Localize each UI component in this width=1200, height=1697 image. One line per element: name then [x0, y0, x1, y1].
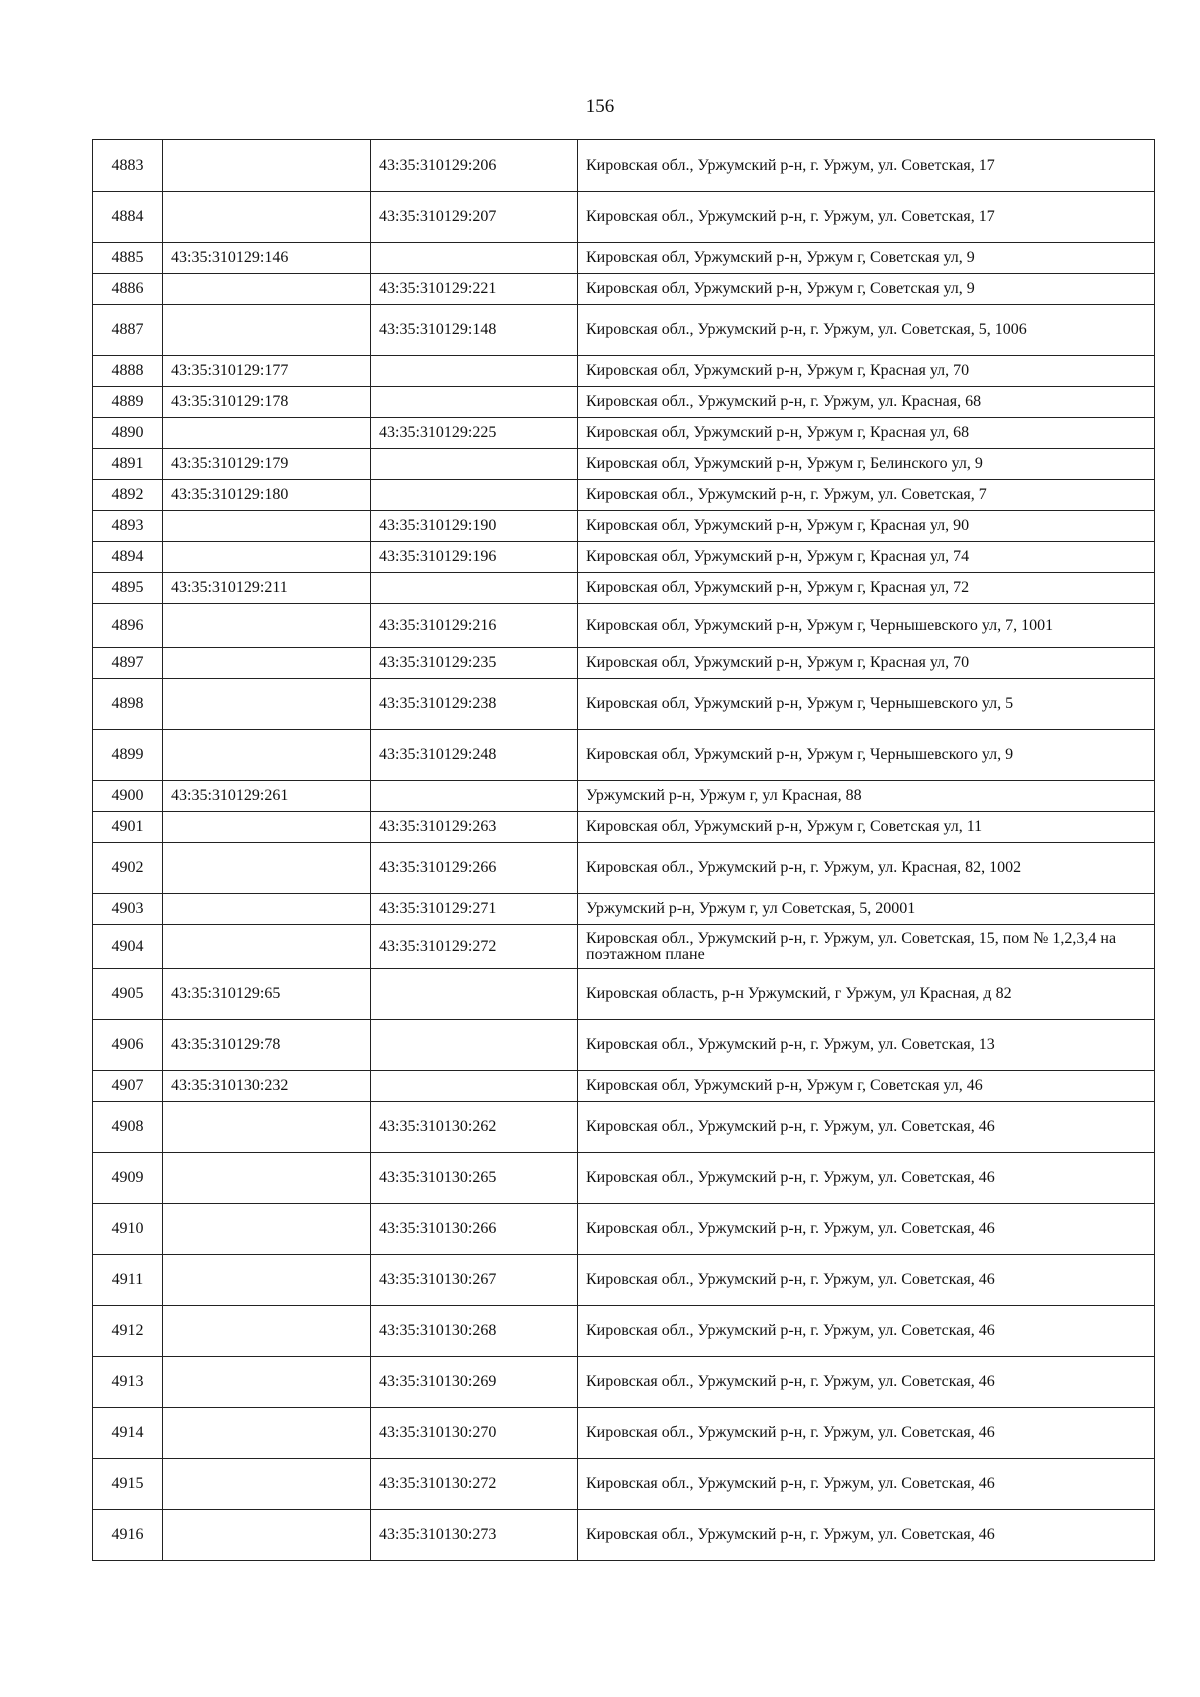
cadastral-number-b-cell: 43:35:310129:238	[371, 679, 578, 730]
address-cell: Кировская обл, Уржумский р-н, Уржум г, Красная ул, 70	[578, 356, 1155, 387]
cadastral-number-a-cell	[163, 140, 371, 192]
row-number-cell: 4914	[93, 1408, 163, 1459]
table-row	[93, 812, 1155, 843]
cadastral-number-b-cell: 43:35:310130:272	[371, 1459, 578, 1510]
property-registry-table	[92, 139, 1155, 1561]
registry-table-body	[93, 140, 1155, 1561]
cadastral-number-a-cell: 43:35:310130:232	[163, 1071, 371, 1102]
cadastral-number-b-cell: 43:35:310129:266	[371, 843, 578, 894]
cadastral-number-b-cell	[371, 387, 578, 418]
table-row	[93, 573, 1155, 604]
cadastral-number-a-cell	[163, 925, 371, 969]
cadastral-number-b-cell: 43:35:310129:190	[371, 511, 578, 542]
row-number-cell: 4898	[93, 679, 163, 730]
cadastral-number-a-cell	[163, 1204, 371, 1255]
cadastral-number-b-cell: 43:35:310130:270	[371, 1408, 578, 1459]
table-row	[93, 192, 1155, 243]
table-row	[93, 449, 1155, 480]
cadastral-number-b-cell: 43:35:310129:271	[371, 894, 578, 925]
address-cell: Уржумский р-н, Уржум г, ул Советская, 5, 20001	[578, 894, 1155, 925]
cadastral-number-b-cell: 43:35:310129:221	[371, 274, 578, 305]
cadastral-number-b-cell: 43:35:310129:206	[371, 140, 578, 192]
page-number: 156	[585, 96, 615, 117]
address-cell: Кировская обл, Уржумский р-н, Уржум г, Красная ул, 74	[578, 542, 1155, 573]
table-row	[93, 140, 1155, 192]
address-cell: Кировская обл., Уржумский р-н, г. Уржум, ул. Советская, 46	[578, 1204, 1155, 1255]
cadastral-number-a-cell: 43:35:310129:146	[163, 243, 371, 274]
table-row	[93, 542, 1155, 573]
table-row	[93, 1204, 1155, 1255]
table-row	[93, 1459, 1155, 1510]
cadastral-number-b-cell: 43:35:310129:272	[371, 925, 578, 969]
cadastral-number-a-cell: 43:35:310129:177	[163, 356, 371, 387]
address-cell: Кировская обл, Уржумский р-н, Уржум г, Красная ул, 72	[578, 573, 1155, 604]
row-number-cell: 4885	[93, 243, 163, 274]
address-cell: Кировская обл., Уржумский р-н, г. Уржум, ул. Советская, 46	[578, 1408, 1155, 1459]
cadastral-number-b-cell	[371, 781, 578, 812]
cadastral-number-b-cell: 43:35:310129:225	[371, 418, 578, 449]
cadastral-number-b-cell	[371, 449, 578, 480]
table-row	[93, 387, 1155, 418]
table-row	[93, 604, 1155, 648]
cadastral-number-b-cell: 43:35:310130:267	[371, 1255, 578, 1306]
address-cell: Кировская обл., Уржумский р-н, г. Уржум, ул. Советская, 46	[578, 1153, 1155, 1204]
cadastral-number-a-cell	[163, 1357, 371, 1408]
cadastral-number-b-cell: 43:35:310130:269	[371, 1357, 578, 1408]
table-row	[93, 1510, 1155, 1561]
row-number-cell: 4897	[93, 648, 163, 679]
cadastral-number-b-cell	[371, 1071, 578, 1102]
row-number-cell: 4903	[93, 894, 163, 925]
row-number-cell: 4899	[93, 730, 163, 781]
address-cell: Кировская обл, Уржумский р-н, Уржум г, Красная ул, 70	[578, 648, 1155, 679]
cadastral-number-b-cell: 43:35:310129:148	[371, 305, 578, 356]
cadastral-number-a-cell	[163, 604, 371, 648]
row-number-cell: 4900	[93, 781, 163, 812]
cadastral-number-b-cell: 43:35:310129:263	[371, 812, 578, 843]
cadastral-number-b-cell: 43:35:310129:235	[371, 648, 578, 679]
row-number-cell: 4883	[93, 140, 163, 192]
row-number-cell: 4909	[93, 1153, 163, 1204]
cadastral-number-a-cell	[163, 648, 371, 679]
address-cell: Кировская обл, Уржумский р-н, Уржум г, Советская ул, 46	[578, 1071, 1155, 1102]
address-cell: Кировская обл., Уржумский р-н, г. Уржум, ул. Советская, 46	[578, 1357, 1155, 1408]
row-number-cell: 4884	[93, 192, 163, 243]
cadastral-number-a-cell	[163, 511, 371, 542]
row-number-cell: 4895	[93, 573, 163, 604]
table-row	[93, 1102, 1155, 1153]
table-row	[93, 511, 1155, 542]
cadastral-number-b-cell: 43:35:310130:266	[371, 1204, 578, 1255]
table-row	[93, 305, 1155, 356]
cadastral-number-b-cell: 43:35:310129:248	[371, 730, 578, 781]
cadastral-number-a-cell	[163, 1459, 371, 1510]
row-number-cell: 4894	[93, 542, 163, 573]
address-cell: Кировская обл., Уржумский р-н, г. Уржум, ул. Советская, 15, пом № 1,2,3,4 на поэтажном плане	[578, 925, 1155, 969]
row-number-cell: 4916	[93, 1510, 163, 1561]
cadastral-number-b-cell: 43:35:310130:265	[371, 1153, 578, 1204]
cadastral-number-a-cell	[163, 812, 371, 843]
address-cell: Кировская обл., Уржумский р-н, г. Уржум, ул. Советская, 17	[578, 192, 1155, 243]
cadastral-number-a-cell: 43:35:310129:65	[163, 969, 371, 1020]
address-cell: Уржумский р-н, Уржум г, ул Красная, 88	[578, 781, 1155, 812]
row-number-cell: 4910	[93, 1204, 163, 1255]
row-number-cell: 4893	[93, 511, 163, 542]
cadastral-number-a-cell	[163, 274, 371, 305]
table-row	[93, 356, 1155, 387]
cadastral-number-b-cell: 43:35:310130:268	[371, 1306, 578, 1357]
table-row	[93, 243, 1155, 274]
cadastral-number-a-cell	[163, 894, 371, 925]
cadastral-number-a-cell: 43:35:310129:180	[163, 480, 371, 511]
row-number-cell: 4901	[93, 812, 163, 843]
cadastral-number-b-cell	[371, 243, 578, 274]
address-cell: Кировская область, р-н Уржумский, г Уржум, ул Красная, д 82	[578, 969, 1155, 1020]
cadastral-number-a-cell: 43:35:310129:179	[163, 449, 371, 480]
address-cell: Кировская обл, Уржумский р-н, Уржум г, Чернышевского ул, 7, 1001	[578, 604, 1155, 648]
cadastral-number-a-cell	[163, 1255, 371, 1306]
cadastral-number-b-cell	[371, 573, 578, 604]
address-cell: Кировская обл., Уржумский р-н, г. Уржум, ул. Красная, 68	[578, 387, 1155, 418]
address-cell: Кировская обл., Уржумский р-н, г. Уржум, ул. Советская, 46	[578, 1510, 1155, 1561]
table-row	[93, 1408, 1155, 1459]
cadastral-number-a-cell	[163, 1153, 371, 1204]
address-cell: Кировская обл., Уржумский р-н, г. Уржум, ул. Советская, 46	[578, 1255, 1155, 1306]
cadastral-number-b-cell	[371, 1020, 578, 1071]
cadastral-number-b-cell: 43:35:310130:262	[371, 1102, 578, 1153]
cadastral-number-b-cell: 43:35:310130:273	[371, 1510, 578, 1561]
table-row	[93, 679, 1155, 730]
cadastral-number-a-cell: 43:35:310129:78	[163, 1020, 371, 1071]
address-cell: Кировская обл, Уржумский р-н, Уржум г, Советская ул, 11	[578, 812, 1155, 843]
table-row	[93, 894, 1155, 925]
cadastral-number-b-cell: 43:35:310129:207	[371, 192, 578, 243]
row-number-cell: 4915	[93, 1459, 163, 1510]
address-cell: Кировская обл, Уржумский р-н, Уржум г, Чернышевского ул, 5	[578, 679, 1155, 730]
table-row	[93, 274, 1155, 305]
cadastral-number-a-cell	[163, 1408, 371, 1459]
cadastral-number-b-cell: 43:35:310129:216	[371, 604, 578, 648]
table-row	[93, 925, 1155, 969]
address-cell: Кировская обл., Уржумский р-н, г. Уржум, ул. Советская, 5, 1006	[578, 305, 1155, 356]
cadastral-number-a-cell: 43:35:310129:178	[163, 387, 371, 418]
table-row	[93, 1255, 1155, 1306]
table-row	[93, 730, 1155, 781]
address-cell: Кировская обл, Уржумский р-н, Уржум г, Красная ул, 90	[578, 511, 1155, 542]
table-row	[93, 418, 1155, 449]
address-cell: Кировская обл, Уржумский р-н, Уржум г, Советская ул, 9	[578, 274, 1155, 305]
cadastral-number-a-cell	[163, 192, 371, 243]
row-number-cell: 4904	[93, 925, 163, 969]
cadastral-number-a-cell	[163, 1102, 371, 1153]
address-cell: Кировская обл., Уржумский р-н, г. Уржум, ул. Советская, 17	[578, 140, 1155, 192]
address-cell: Кировская обл, Уржумский р-н, Уржум г, Красная ул, 68	[578, 418, 1155, 449]
cadastral-number-a-cell	[163, 1306, 371, 1357]
table-row	[93, 1306, 1155, 1357]
row-number-cell: 4889	[93, 387, 163, 418]
row-number-cell: 4905	[93, 969, 163, 1020]
cadastral-number-b-cell: 43:35:310129:196	[371, 542, 578, 573]
row-number-cell: 4907	[93, 1071, 163, 1102]
cadastral-number-b-cell	[371, 969, 578, 1020]
row-number-cell: 4886	[93, 274, 163, 305]
row-number-cell: 4913	[93, 1357, 163, 1408]
row-number-cell: 4911	[93, 1255, 163, 1306]
address-cell: Кировская обл., Уржумский р-н, г. Уржум, ул. Красная, 82, 1002	[578, 843, 1155, 894]
row-number-cell: 4908	[93, 1102, 163, 1153]
row-number-cell: 4888	[93, 356, 163, 387]
cadastral-number-b-cell	[371, 480, 578, 511]
address-cell: Кировская обл, Уржумский р-н, Уржум г, Чернышевского ул, 9	[578, 730, 1155, 781]
table-row	[93, 1153, 1155, 1204]
row-number-cell: 4892	[93, 480, 163, 511]
cadastral-number-a-cell	[163, 679, 371, 730]
address-cell: Кировская обл., Уржумский р-н, г. Уржум, ул. Советская, 46	[578, 1102, 1155, 1153]
table-row	[93, 480, 1155, 511]
address-cell: Кировская обл, Уржумский р-н, Уржум г, Белинского ул, 9	[578, 449, 1155, 480]
address-cell: Кировская обл., Уржумский р-н, г. Уржум, ул. Советская, 46	[578, 1306, 1155, 1357]
row-number-cell: 4890	[93, 418, 163, 449]
row-number-cell: 4891	[93, 449, 163, 480]
row-number-cell: 4906	[93, 1020, 163, 1071]
table-row	[93, 1357, 1155, 1408]
cadastral-number-a-cell: 43:35:310129:211	[163, 573, 371, 604]
table-row	[93, 648, 1155, 679]
row-number-cell: 4896	[93, 604, 163, 648]
cadastral-number-b-cell	[371, 356, 578, 387]
row-number-cell: 4912	[93, 1306, 163, 1357]
table-row	[93, 1071, 1155, 1102]
cadastral-number-a-cell: 43:35:310129:261	[163, 781, 371, 812]
table-row	[93, 843, 1155, 894]
address-cell: Кировская обл, Уржумский р-н, Уржум г, Советская ул, 9	[578, 243, 1155, 274]
cadastral-number-a-cell	[163, 542, 371, 573]
row-number-cell: 4902	[93, 843, 163, 894]
cadastral-number-a-cell	[163, 1510, 371, 1561]
cadastral-number-a-cell	[163, 730, 371, 781]
address-cell: Кировская обл., Уржумский р-н, г. Уржум, ул. Советская, 7	[578, 480, 1155, 511]
cadastral-number-a-cell	[163, 418, 371, 449]
address-cell: Кировская обл., Уржумский р-н, г. Уржум, ул. Советская, 13	[578, 1020, 1155, 1071]
table-row	[93, 969, 1155, 1020]
table-row	[93, 1020, 1155, 1071]
table-row	[93, 781, 1155, 812]
address-cell: Кировская обл., Уржумский р-н, г. Уржум, ул. Советская, 46	[578, 1459, 1155, 1510]
row-number-cell: 4887	[93, 305, 163, 356]
cadastral-number-a-cell	[163, 843, 371, 894]
cadastral-number-a-cell	[163, 305, 371, 356]
